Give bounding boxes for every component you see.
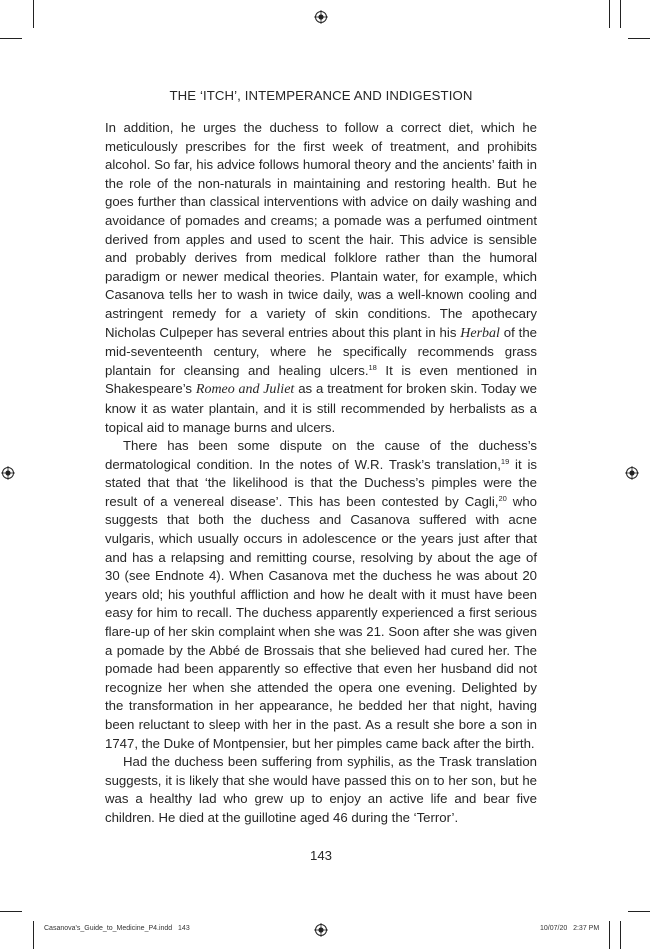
registration-mark-icon [625, 466, 639, 480]
text-run: There has been some dispute on the cause of the duchess’s dermatological condition. In the notes of W.R. Trask’s translation, [105, 438, 537, 472]
page-number: 143 [309, 848, 332, 863]
crop-mark [609, 921, 610, 949]
footnote-ref: 19 [500, 456, 510, 466]
slug-date-info: 10/07/20 2:37 PM [540, 925, 600, 932]
crop-mark [33, 921, 34, 949]
paragraph: Had the duchess been suffering from syphilis, as the Trask translation suggests, it is likely that she would have passed this on to her son, but he was a healthy lad who grew up to enjoy an active life and bear five children. He died at the guillotine aged 46 during the ‘Terror’. [105, 754, 537, 825]
book-title-herbal: Herbal [460, 325, 500, 341]
registration-mark-icon [1, 466, 15, 480]
registration-mark-icon [314, 10, 328, 24]
crop-mark [620, 921, 621, 949]
book-title-romeo-and-juliet: Romeo and Juliet [195, 382, 295, 398]
footnote-ref: 18 [368, 362, 377, 372]
slug-file-info: Casanova's_Guide_to_Medicine_P4.indd 143 [44, 925, 190, 932]
paragraph [105, 437, 537, 753]
footnote-ref: 20 [498, 493, 507, 503]
registration-mark-icon [314, 923, 328, 937]
text-run: of the mid-seventeenth century, where he specifically recommends grass plantain for cleansing and healing ulcers. [105, 324, 537, 378]
crop-mark [33, 0, 34, 28]
paragraph [105, 119, 537, 437]
crop-mark [0, 911, 22, 912]
crop-mark [620, 0, 621, 28]
text-run: it is stated that that ‘the likelihood is that the Duchess’s pimples were the result of a venereal disease’. This has been contested by Cagli, [105, 456, 537, 509]
text-run: In addition, he urges the duchess to follow a correct diet, which he meticulously prescribes for the first week of treatment, and prohibits alcohol. So far, his advice follows humoral theory and the ancients’ faith in the role of the non-naturals in maintaining and restoring health. But he goes further than classical interventions with advice on daily washing and avoidance of pomades and creams; a pomade was a perfumed ointment derived from apples and used to scent the hair. This advice is sensible and probably derives from medical folklore rather than the humoral paradigm or newer medical theories. Plantain water, for example, which Casanova tells her to wash in twice daily, was a well-known cooling and astringent remedy for a variety of skin conditions. The apothecary Nicholas Culpeper has several entries about this plant in his [105, 120, 537, 340]
crop-mark [609, 0, 610, 28]
text-run: who suggests that both the duchess and Casanova suffered with acne vulgaris, which usually occurs in adolescence or the years just after that and has a relapsing and remitting course, resolving by about the age of 30 (see Endnote 4). When Casanova met the duchess he was about 20 years old; his youthful affliction and how he dealt with it must have been easy for him to recall. The duchess apparently experienced a first serious flare-up of her skin complaint when she was 21. Soon after she was given a pomade by the Abbé de Brossais that she believed had cured her. The pomade had been apparently so effective that even her husband did not recognize her when she attended the opera one evening. Delighted by the transformation in her appearance, he bedded her that night, having been reluctant to sleep with her in the past. As a result she bore a son in 1747, the Duke of Montpensier, but her pimples came back after the birth. [105, 493, 538, 751]
text-run: It is even mentioned in Shakespeare’s [105, 362, 537, 397]
crop-mark [0, 38, 22, 39]
text-run: as a treatment for broken skin. Today we know it as water plantain, and it is still recommended by herbalists as a topical aid to manage burns and ulcers. [105, 381, 537, 435]
crop-mark [628, 38, 650, 39]
running-head: THE ‘ITCH’, INTEMPERANCE AND INDIGESTION [169, 88, 473, 103]
crop-mark [628, 911, 650, 912]
body-text [105, 119, 537, 828]
